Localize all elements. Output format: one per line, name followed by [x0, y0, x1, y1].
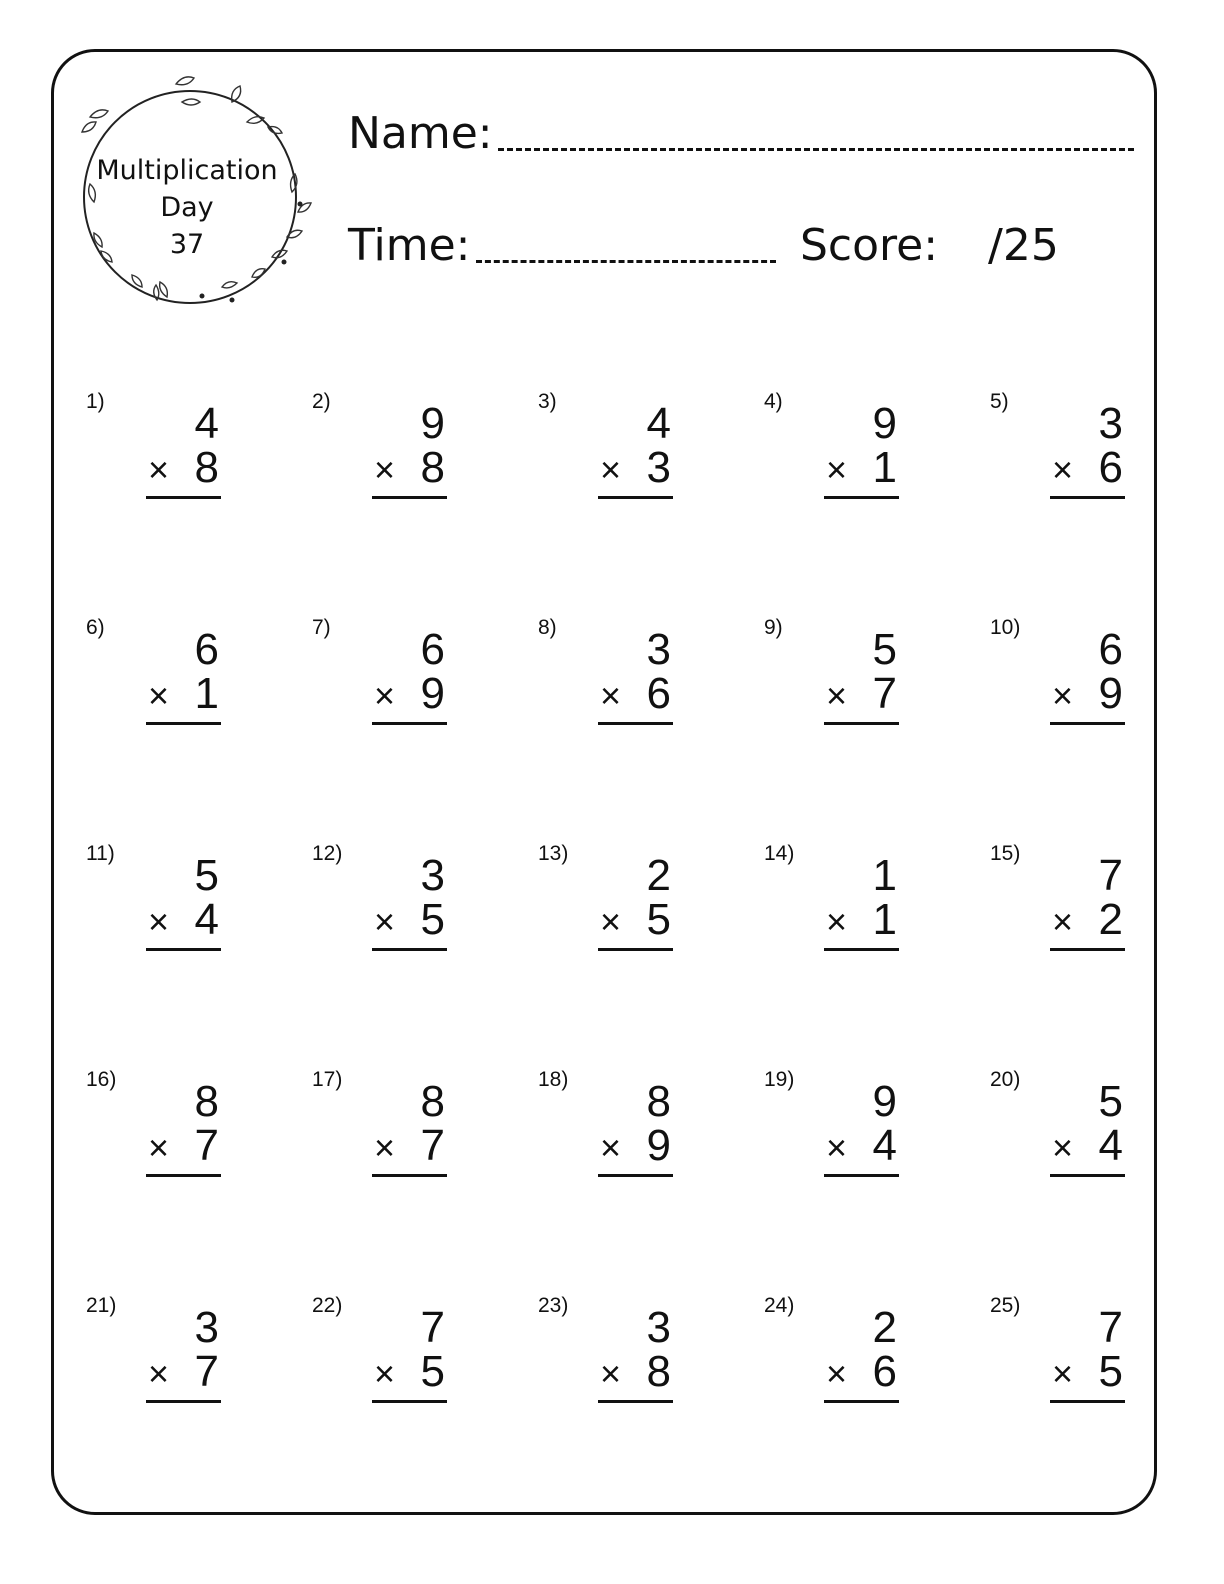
top-factor: 7	[1098, 1303, 1123, 1352]
problem-number: 4)	[764, 390, 783, 413]
bottom-factor: 6	[1098, 443, 1123, 492]
top-factor: 9	[420, 399, 445, 448]
bottom-factor: 8	[420, 443, 445, 492]
answer-line[interactable]	[146, 722, 221, 725]
answer-line[interactable]	[372, 948, 447, 951]
top-factor: 9	[872, 399, 897, 448]
bottom-factor: 7	[420, 1121, 445, 1170]
problem-item	[86, 616, 286, 756]
problem-item	[538, 616, 738, 756]
problem-item	[990, 1294, 1190, 1434]
bottom-factor: 3	[646, 443, 671, 492]
problem-number: 7)	[312, 616, 331, 639]
bottom-factor: 9	[1098, 669, 1123, 718]
multiply-sign: ×	[600, 449, 622, 490]
top-factor: 6	[1098, 625, 1123, 674]
bottom-factor: 8	[646, 1347, 671, 1396]
problem-number: 15)	[990, 842, 1021, 865]
bottom-factor: 5	[420, 1347, 445, 1396]
answer-line[interactable]	[824, 1174, 899, 1177]
top-factor: 3	[420, 851, 445, 900]
multiply-sign: ×	[1052, 1353, 1074, 1394]
bottom-factor: 8	[194, 443, 219, 492]
problem-item	[312, 1068, 512, 1208]
multiply-sign: ×	[1052, 1127, 1074, 1168]
problem-item	[312, 390, 512, 530]
problem-item	[312, 1294, 512, 1434]
answer-line[interactable]	[372, 496, 447, 499]
multiply-sign: ×	[374, 1127, 396, 1168]
problem-item	[990, 616, 1190, 756]
multiply-sign: ×	[148, 1353, 170, 1394]
multiply-sign: ×	[374, 449, 396, 490]
problem-item	[538, 1068, 738, 1208]
problem-number: 5)	[990, 390, 1009, 413]
problem-item	[86, 390, 286, 530]
bottom-factor: 1	[194, 669, 219, 718]
answer-line[interactable]	[372, 722, 447, 725]
top-factor: 3	[646, 625, 671, 674]
answer-line[interactable]	[1050, 722, 1125, 725]
problem-number: 21)	[86, 1294, 117, 1317]
bottom-factor: 6	[872, 1347, 897, 1396]
top-factor: 3	[194, 1303, 219, 1352]
answer-line[interactable]	[1050, 948, 1125, 951]
multiply-sign: ×	[600, 675, 622, 716]
top-factor: 5	[194, 851, 219, 900]
name-label: Name:	[348, 108, 493, 159]
problem-number: 11)	[86, 842, 115, 865]
problem-item	[764, 1294, 964, 1434]
top-factor: 5	[1098, 1077, 1123, 1126]
bottom-factor: 2	[1098, 895, 1123, 944]
bottom-factor: 5	[1098, 1347, 1123, 1396]
problem-number: 9)	[764, 616, 783, 639]
bottom-factor: 4	[1098, 1121, 1123, 1170]
bottom-factor: 4	[194, 895, 219, 944]
top-factor: 2	[646, 851, 671, 900]
multiply-sign: ×	[600, 1127, 622, 1168]
problem-number: 14)	[764, 842, 795, 865]
bottom-factor: 9	[646, 1121, 671, 1170]
answer-line[interactable]	[1050, 1174, 1125, 1177]
problem-item	[86, 842, 286, 982]
problem-number: 10)	[990, 616, 1021, 639]
problem-number: 25)	[990, 1294, 1021, 1317]
problem-item	[86, 1068, 286, 1208]
problem-number: 18)	[538, 1068, 569, 1091]
multiply-sign: ×	[374, 1353, 396, 1394]
bottom-factor: 1	[872, 895, 897, 944]
problem-number: 6)	[86, 616, 105, 639]
problem-number: 12)	[312, 842, 343, 865]
multiply-sign: ×	[1052, 449, 1074, 490]
answer-line[interactable]	[146, 496, 221, 499]
answer-line[interactable]	[1050, 496, 1125, 499]
top-factor: 7	[1098, 851, 1123, 900]
top-factor: 6	[420, 625, 445, 674]
badge-title: Multiplication	[96, 155, 278, 186]
answer-line[interactable]	[372, 1174, 447, 1177]
badge-day-number: 37	[169, 229, 205, 260]
bottom-factor: 5	[420, 895, 445, 944]
problem-item	[312, 616, 512, 756]
answer-line[interactable]	[824, 948, 899, 951]
problem-item	[764, 842, 964, 982]
answer-line[interactable]	[824, 496, 899, 499]
badge-day-label: Day	[160, 192, 214, 223]
problem-item	[990, 842, 1190, 982]
bottom-factor: 1	[872, 443, 897, 492]
top-factor: 5	[872, 625, 897, 674]
top-factor: 4	[194, 399, 219, 448]
top-factor: 9	[872, 1077, 897, 1126]
problem-item	[86, 1294, 286, 1434]
answer-line[interactable]	[598, 722, 673, 725]
name-line[interactable]	[498, 148, 1134, 151]
multiply-sign: ×	[826, 1353, 848, 1394]
bottom-factor: 7	[194, 1347, 219, 1396]
multiply-sign: ×	[826, 675, 848, 716]
problem-number: 13)	[538, 842, 569, 865]
multiply-sign: ×	[148, 449, 170, 490]
top-factor: 3	[646, 1303, 671, 1352]
answer-line[interactable]	[824, 1400, 899, 1403]
multiply-sign: ×	[826, 449, 848, 490]
problem-number: 23)	[538, 1294, 569, 1317]
multiply-sign: ×	[826, 1127, 848, 1168]
bottom-factor: 5	[646, 895, 671, 944]
multiply-sign: ×	[600, 901, 622, 942]
title-badge	[72, 72, 322, 317]
problem-number: 19)	[764, 1068, 795, 1091]
score-label: Score:	[800, 220, 939, 271]
problem-number: 24)	[764, 1294, 795, 1317]
answer-line[interactable]	[598, 948, 673, 951]
top-factor: 8	[420, 1077, 445, 1126]
problem-item	[538, 1294, 738, 1434]
problem-item	[538, 390, 738, 530]
multiply-sign: ×	[826, 901, 848, 942]
problem-number: 1)	[86, 390, 105, 413]
multiply-sign: ×	[1052, 675, 1074, 716]
problem-item	[990, 390, 1190, 530]
multiply-sign: ×	[374, 675, 396, 716]
problem-item	[764, 616, 964, 756]
badge-text	[72, 152, 302, 263]
bottom-factor: 7	[194, 1121, 219, 1170]
multiply-sign: ×	[600, 1353, 622, 1394]
bottom-factor: 7	[872, 669, 897, 718]
problem-number: 3)	[538, 390, 557, 413]
top-factor: 4	[646, 399, 671, 448]
top-factor: 1	[872, 851, 897, 900]
multiply-sign: ×	[148, 901, 170, 942]
answer-line[interactable]	[824, 722, 899, 725]
bottom-factor: 4	[872, 1121, 897, 1170]
problem-number: 22)	[312, 1294, 343, 1317]
problem-item	[312, 842, 512, 982]
problem-number: 17)	[312, 1068, 343, 1091]
answer-line[interactable]	[146, 948, 221, 951]
problem-item	[764, 390, 964, 530]
answer-line[interactable]	[146, 1174, 221, 1177]
time-label: Time:	[348, 220, 471, 271]
problem-number: 20)	[990, 1068, 1021, 1091]
problem-number: 2)	[312, 390, 331, 413]
top-factor: 2	[872, 1303, 897, 1352]
multiply-sign: ×	[148, 675, 170, 716]
problem-item	[990, 1068, 1190, 1208]
answer-line[interactable]	[598, 1174, 673, 1177]
top-factor: 6	[194, 625, 219, 674]
top-factor: 7	[420, 1303, 445, 1352]
time-line[interactable]	[476, 260, 776, 263]
top-factor: 8	[194, 1077, 219, 1126]
answer-line[interactable]	[598, 496, 673, 499]
score-total: /25	[988, 220, 1059, 271]
top-factor: 8	[646, 1077, 671, 1126]
multiply-sign: ×	[1052, 901, 1074, 942]
problem-number: 8)	[538, 616, 557, 639]
answer-line[interactable]	[372, 1400, 447, 1403]
problem-item	[764, 1068, 964, 1208]
bottom-factor: 9	[420, 669, 445, 718]
multiply-sign: ×	[148, 1127, 170, 1168]
answer-line[interactable]	[146, 1400, 221, 1403]
answer-line[interactable]	[1050, 1400, 1125, 1403]
problem-number: 16)	[86, 1068, 117, 1091]
problem-item	[538, 842, 738, 982]
multiply-sign: ×	[374, 901, 396, 942]
top-factor: 3	[1098, 399, 1123, 448]
bottom-factor: 6	[646, 669, 671, 718]
answer-line[interactable]	[598, 1400, 673, 1403]
